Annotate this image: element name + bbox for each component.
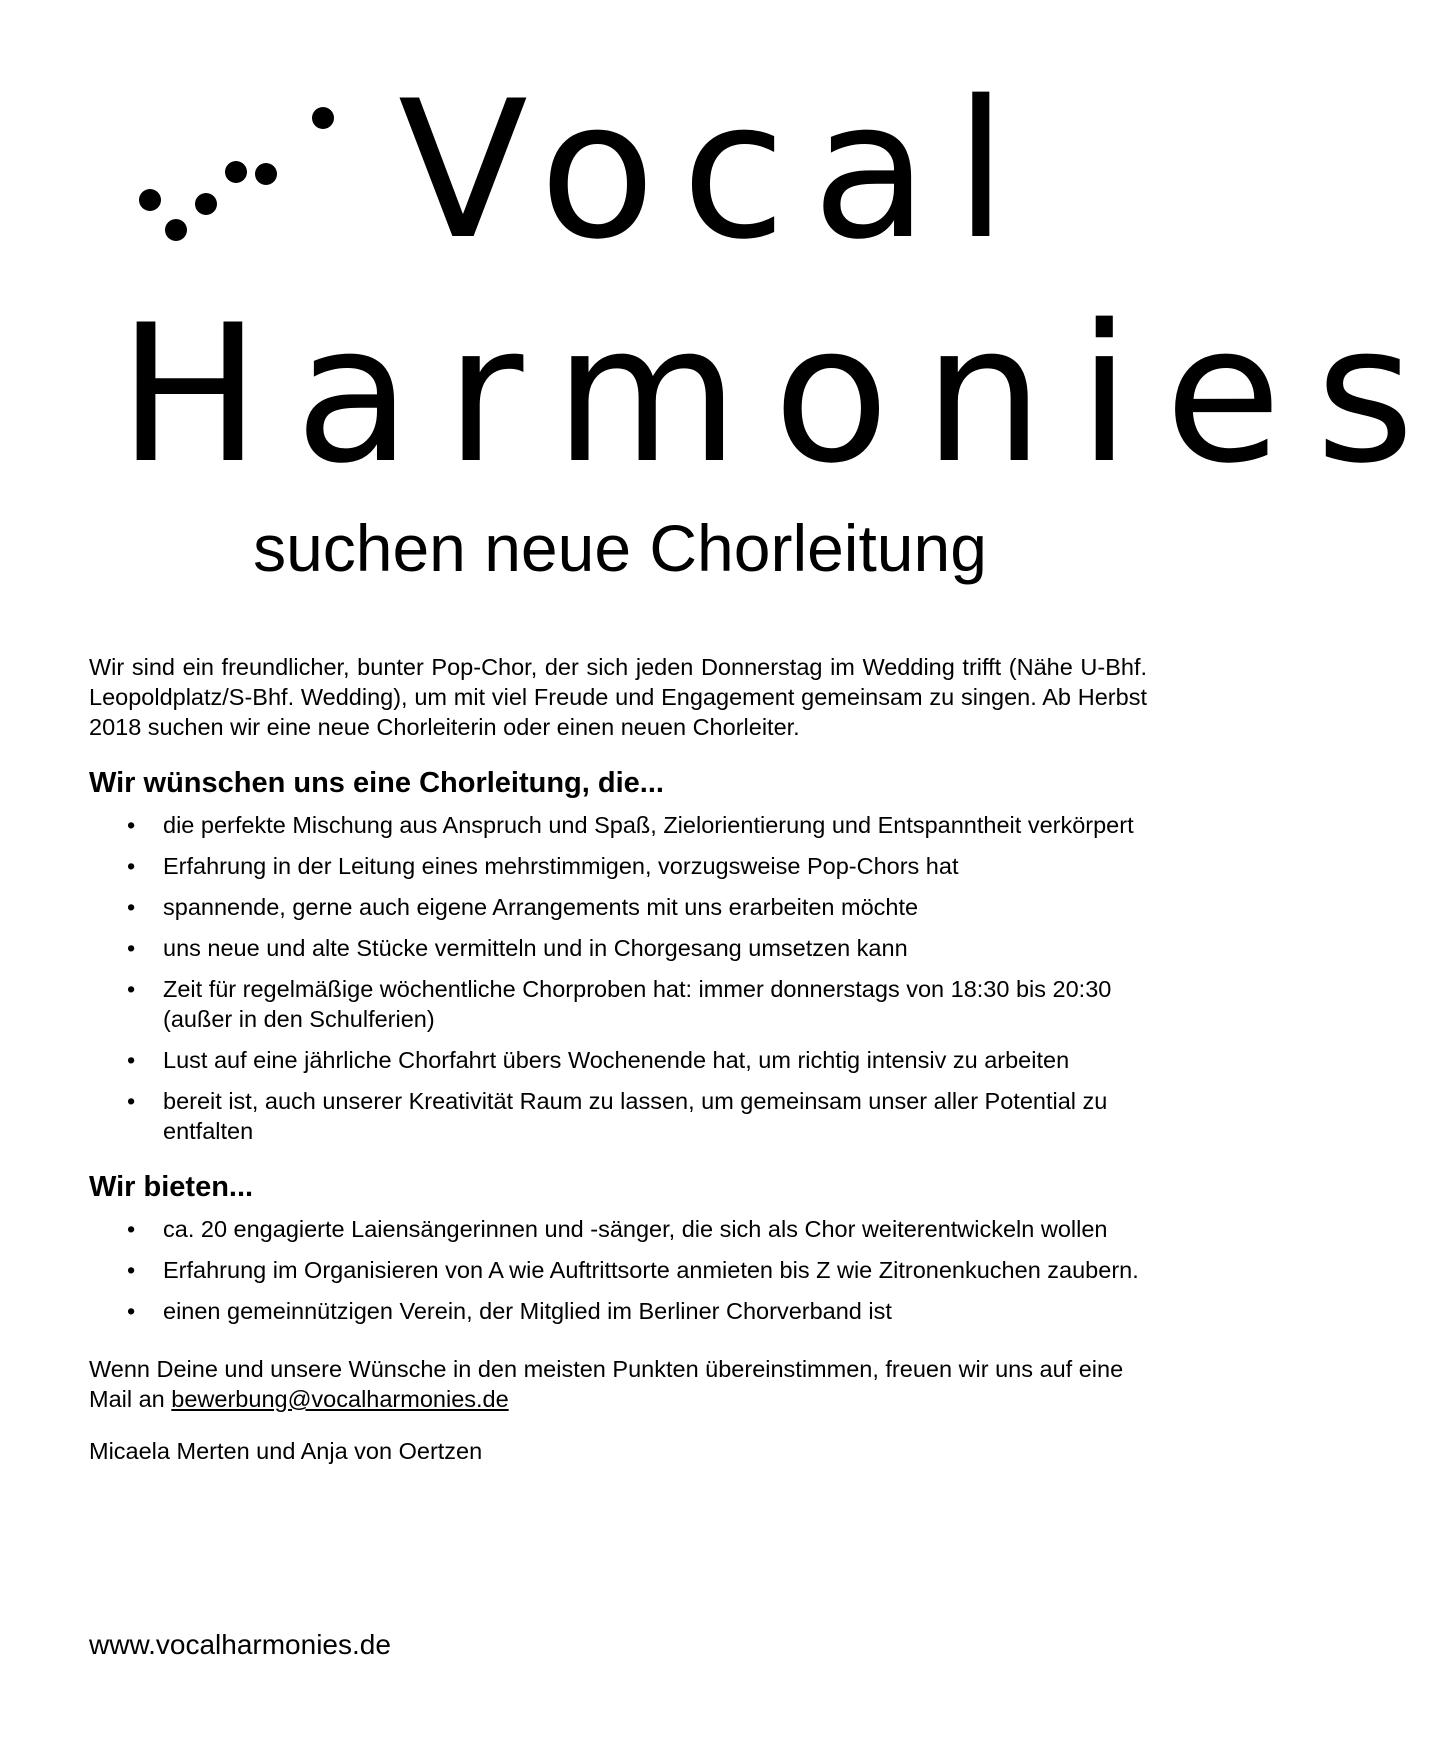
logo xyxy=(0,0,1449,505)
bullet-icon: • xyxy=(127,1216,136,1242)
list-item: • Erfahrung in der Leitung eines mehrstimmigen, vorzugsweise Pop-Chors hat xyxy=(127,853,959,879)
bullet-icon: • xyxy=(127,976,136,1002)
signature: Micaela Merten und Anja von Oertzen xyxy=(89,1438,483,1464)
bullet-icon: • xyxy=(127,1047,136,1073)
list-item: • die perfekte Mischung aus Anspruch und Spaß, Zielorientierung und Entspanntheit verkörpert xyxy=(127,812,1134,838)
email-link[interactable]: bewerbung@vocalharmonies.de xyxy=(171,1386,509,1412)
list-item: • Lust auf eine jährliche Chorfahrt übers Wochenende hat, um richtig intensiv zu arbeiten xyxy=(127,1047,1070,1073)
list-item: • bereit ist, auch unserer Kreativität Raum zu lassen, um gemeinsam unser aller Potential zu entfalten xyxy=(127,1088,1108,1144)
bullet-icon: • xyxy=(127,1298,136,1324)
list-item: • einen gemeinnützigen Verein, der Mitglied im Berliner Chorverband ist xyxy=(127,1298,892,1324)
offers-list xyxy=(89,1214,1147,1326)
intro-paragraph: Wir sind ein freundlicher, bunter Pop-Chor, der sich jeden Donnerstag im Wedding trifft (Nähe U-Bhf. Leopoldplatz/S-Bhf. Wedding), um mit viel Freude und Engagement gemeinsam zu singen. Ab Herbst 2018 suchen wir eine neue Chorleiterin oder einen neuen Chorleiter. xyxy=(89,654,1147,740)
bullet-icon: • xyxy=(127,1088,136,1114)
wishes-heading: Wir wünschen uns eine Chorleitung, die... xyxy=(89,767,664,799)
list-item: • uns neue und alte Stücke vermitteln und in Chorgesang umsetzen kann xyxy=(127,935,908,961)
list-item: • Erfahrung im Organisieren von A wie Auftrittsorte anmieten bis Z wie Zitronenkuchen zaubern. xyxy=(127,1257,1139,1283)
wishes-list xyxy=(89,810,1147,1146)
closing-paragraph xyxy=(89,1354,1147,1414)
bullet-icon: • xyxy=(127,1257,136,1283)
list-item: • ca. 20 engagierte Laiensängerinnen und -sänger, die sich als Chor weiterentwickeln wollen xyxy=(127,1216,1108,1242)
closing-text: Wenn Deine und unsere Wünsche in den meisten Punkten übereinstimmen, freuen wir uns auf eine Mail an xyxy=(89,1356,1124,1412)
bullet-icon: • xyxy=(127,812,136,838)
subtitle: suchen neue Chorleitung xyxy=(253,511,987,585)
logo-word-harmonies: Harmonies xyxy=(118,284,1449,505)
logo-word-vocal: Vocal xyxy=(398,60,1034,281)
bullet-icon: • xyxy=(127,935,136,961)
list-item: • Zeit für regelmäßige wöchentliche Chorproben hat: immer donnerstags von 18:30 bis 20:30 (außer in den Schulferien) xyxy=(127,976,1112,1032)
bullet-icon: • xyxy=(127,853,136,879)
website-url: www.vocalharmonies.de xyxy=(89,1629,391,1660)
list-item: • spannende, gerne auch eigene Arrangements mit uns erarbeiten möchte xyxy=(127,894,919,920)
offers-heading: Wir bieten... xyxy=(89,1171,254,1203)
main-content xyxy=(89,652,1147,1466)
bullet-icon: • xyxy=(127,894,136,920)
